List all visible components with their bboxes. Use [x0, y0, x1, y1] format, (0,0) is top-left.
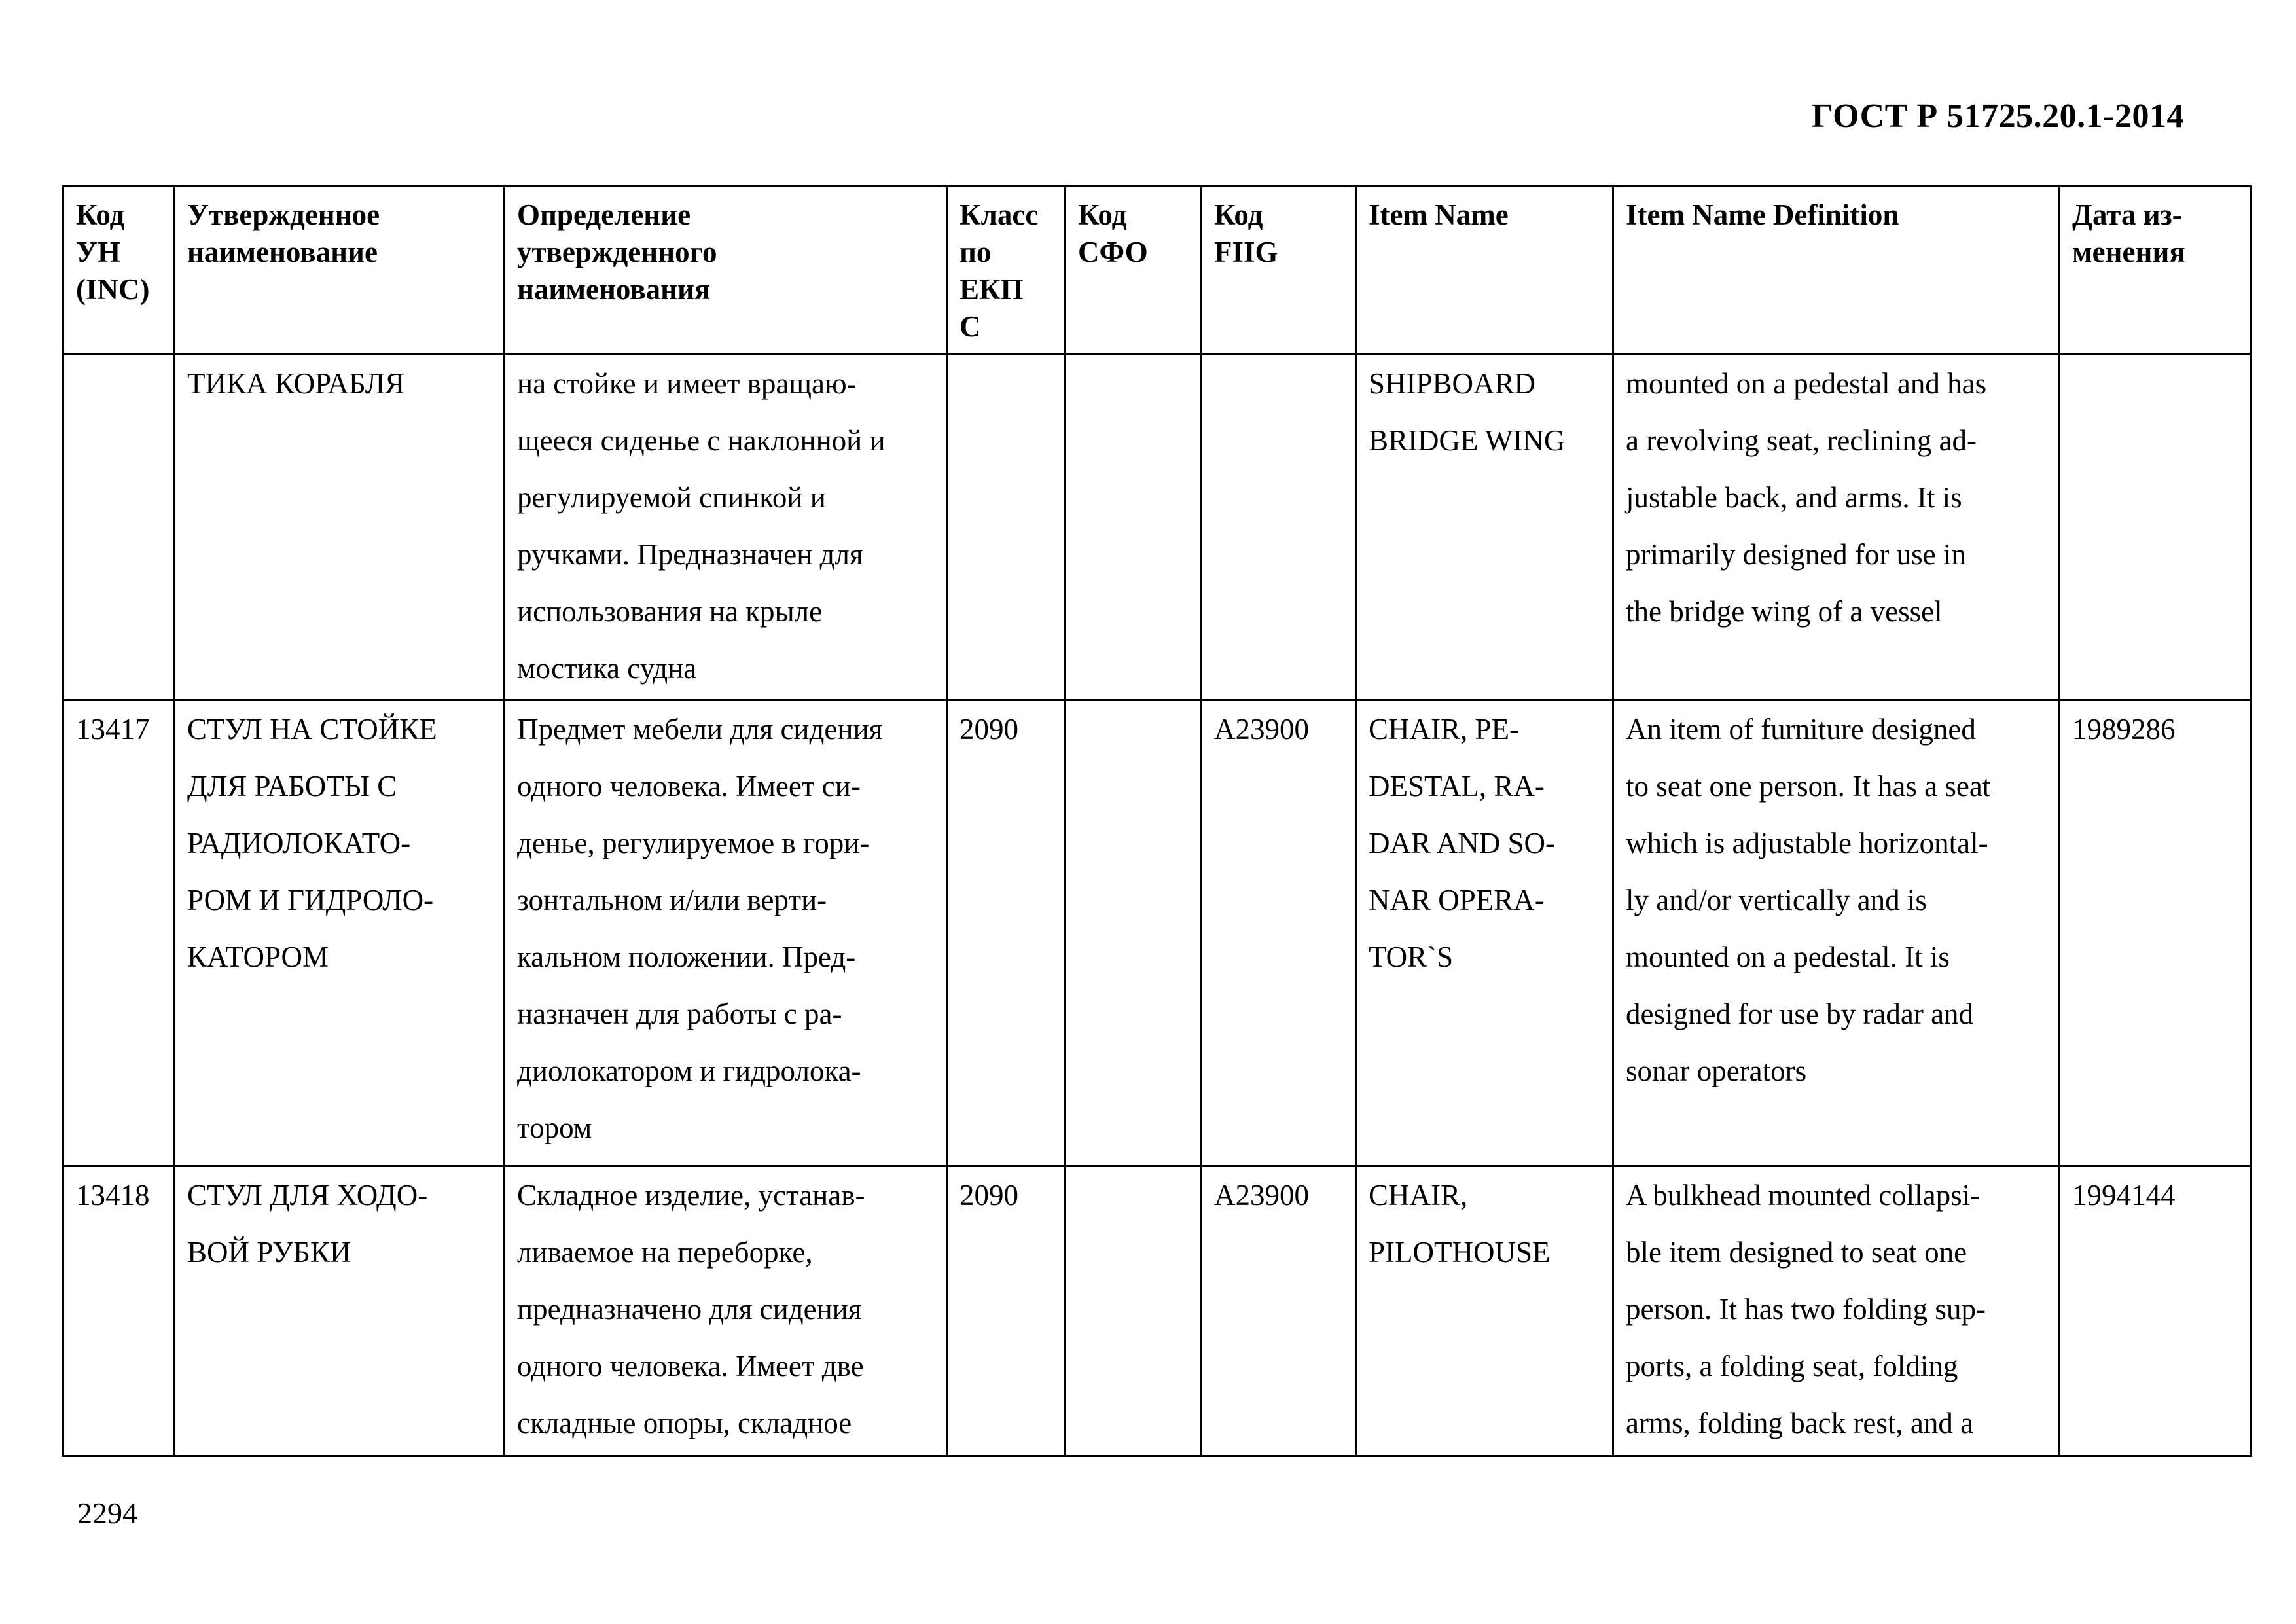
- cell-date: [2060, 355, 2251, 700]
- cell-item-name: CHAIR, PILOTHOUSE: [1356, 1166, 1613, 1456]
- table-row: [63, 355, 2251, 700]
- cell-item-definition: An item of furniture designed to seat one person. It has a seat which is adjustable horizontal- ly and/or vertically and is mounted on a pedestal. It is designed for use by radar and sonar operators: [1613, 700, 2060, 1166]
- cell-fiig: [1202, 355, 1356, 700]
- cell-inc: [63, 355, 175, 700]
- cell-item-definition: A bulkhead mounted collapsi- ble item designed to seat one person. It has two folding sup- ports, a folding seat, folding arms, folding back rest, and a: [1613, 1166, 2060, 1456]
- page-number: 2294: [77, 1496, 137, 1530]
- cell-definition-ru: Предмет мебели для сидения одного человека. Имеет си- денье, регулируемое в гори- зонтальном и/или верти- кальном положении. Пред- назначен для работы с ра- диолокатором и гидролока- тором: [505, 700, 947, 1166]
- cell-definition-ru: на стойке и имеет вращаю- щееся сиденье с наклонной и регулируемой спинкой и ручками. Предназначен для использования на крыле мостика судна: [505, 355, 947, 700]
- cell-class: 2090: [947, 700, 1066, 1166]
- header-item-name: Item Name: [1356, 187, 1613, 355]
- document-standard-header: ГОСТ Р 51725.20.1-2014: [1811, 98, 2184, 135]
- header-approved-name: Утвержденное наименование: [175, 187, 505, 355]
- cell-date: 1994144: [2060, 1166, 2251, 1456]
- cell-definition-ru: Складное изделие, устанав- ливаемое на переборке, предназначено для сидения одного человека. Имеет две складные опоры, складное: [505, 1166, 947, 1456]
- cell-item-name: SHIPBOARD BRIDGE WING: [1356, 355, 1613, 700]
- header-sfo-code: Код СФО: [1066, 187, 1202, 355]
- cell-sfo: [1066, 700, 1202, 1166]
- cell-fiig: A23900: [1202, 700, 1356, 1166]
- cell-date: 1989286: [2060, 700, 2251, 1166]
- cell-class: 2090: [947, 1166, 1066, 1456]
- table-row: [63, 700, 2251, 1166]
- cell-inc: 13417: [63, 700, 175, 1166]
- cell-sfo: [1066, 1166, 1202, 1456]
- cell-fiig: A23900: [1202, 1166, 1356, 1456]
- cell-inc: 13418: [63, 1166, 175, 1456]
- cell-name-ru: СТУЛ ДЛЯ ХОДО- ВОЙ РУБКИ: [175, 1166, 505, 1456]
- cell-name-ru: ТИКА КОРАБЛЯ: [175, 355, 505, 700]
- cell-item-definition: mounted on a pedestal and has a revolving seat, reclining ad- justable back, and arms. It is primarily designed for use in the bridge wing of a vessel: [1613, 355, 2060, 700]
- table-header-row: [63, 187, 2251, 355]
- header-change-date: Дата из- менения: [2060, 187, 2251, 355]
- cell-class: [947, 355, 1066, 700]
- header-fiig-code: Код FIIG: [1202, 187, 1356, 355]
- cell-sfo: [1066, 355, 1202, 700]
- table-row: [63, 1166, 2251, 1456]
- header-item-name-definition: Item Name Definition: [1613, 187, 2060, 355]
- header-ekps-class: Класс по ЕКП С: [947, 187, 1066, 355]
- header-inc-code: Код УН (INC): [63, 187, 175, 355]
- header-name-definition: Определение утвержденного наименования: [505, 187, 947, 355]
- classification-table: [62, 185, 2252, 1457]
- cell-item-name: CHAIR, PE- DESTAL, RA- DAR AND SO- NAR OPERA- TOR`S: [1356, 700, 1613, 1166]
- cell-name-ru: СТУЛ НА СТОЙКЕ ДЛЯ РАБОТЫ С РАДИОЛОКАТО- РОМ И ГИДРОЛО- КАТОРОМ: [175, 700, 505, 1166]
